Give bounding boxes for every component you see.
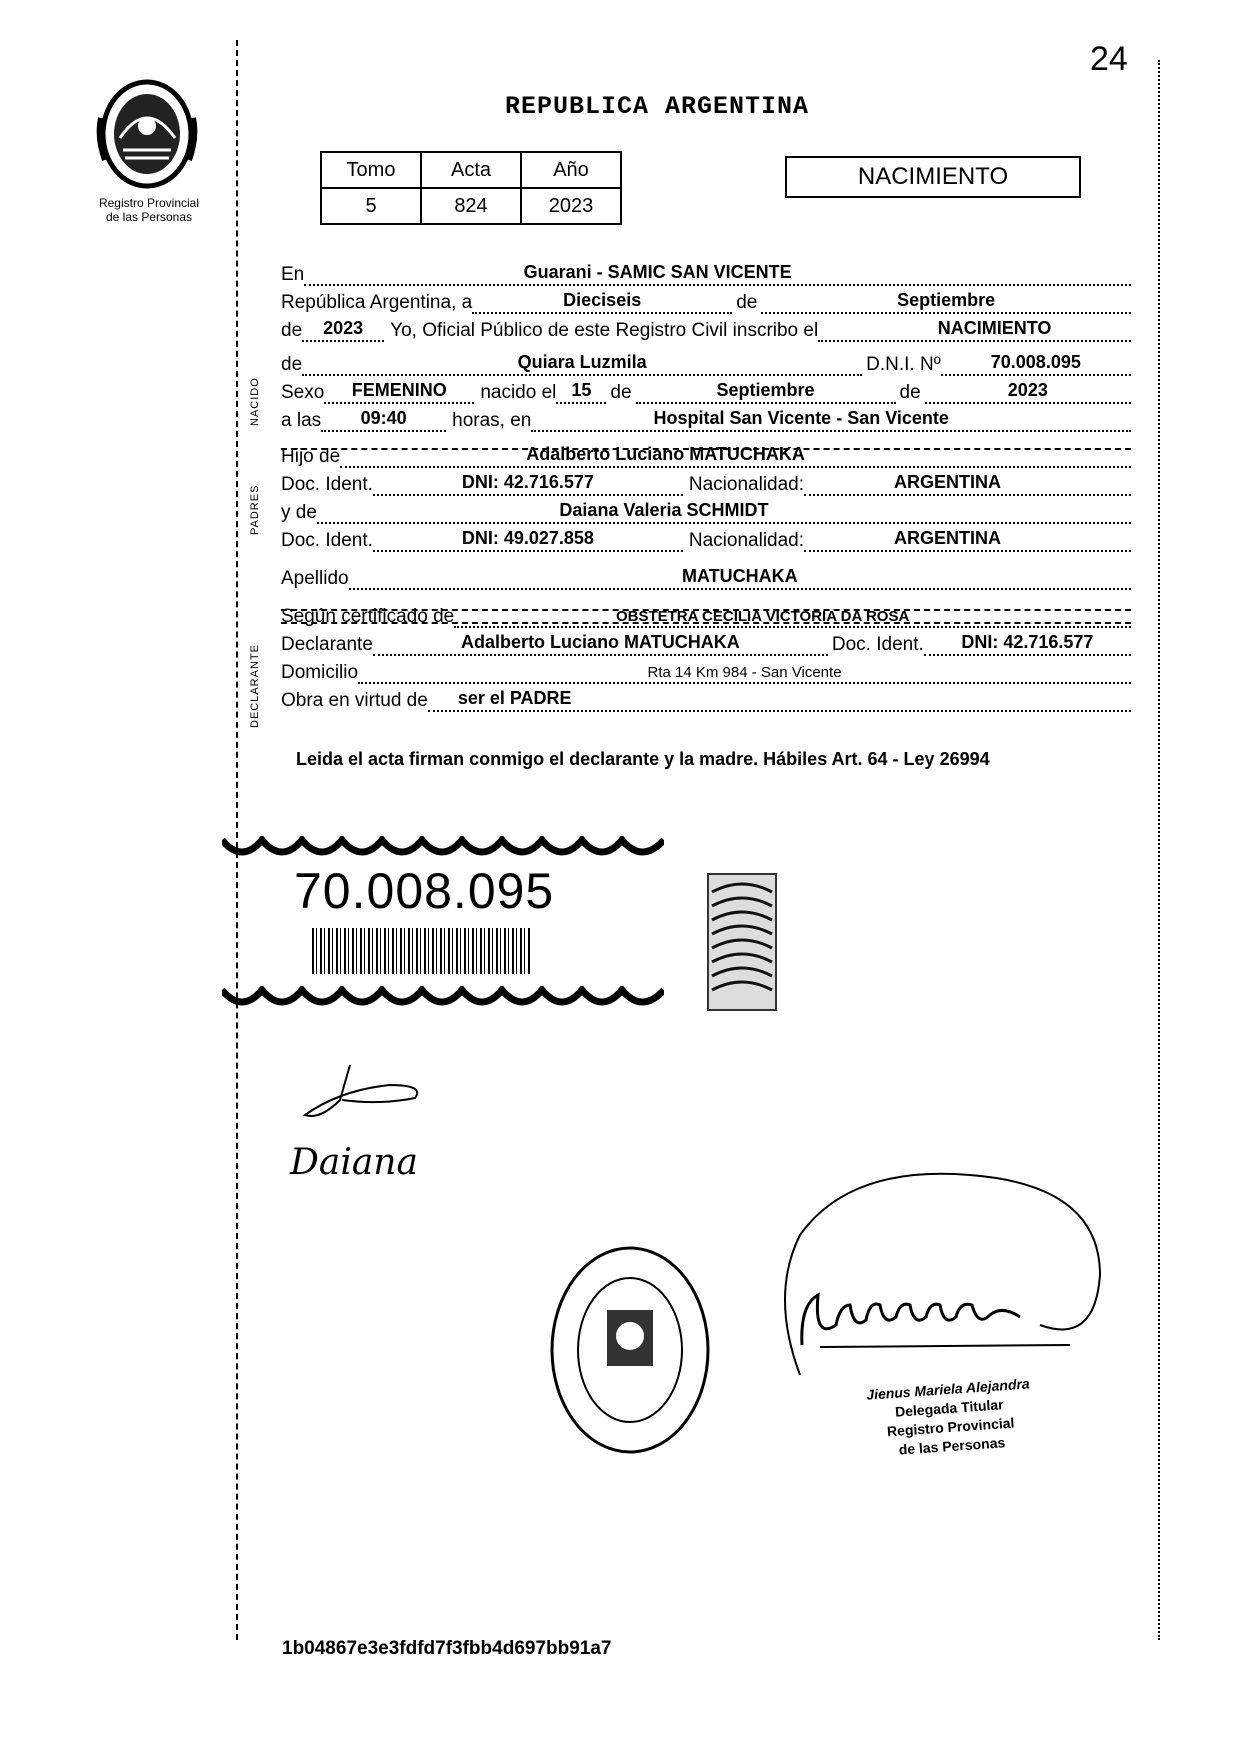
field-obra: ser el PADRE	[457, 688, 572, 708]
label-en: En	[281, 264, 305, 285]
field-lugar: Guarani - SAMIC SAN VICENTE	[523, 262, 792, 282]
province-logo	[95, 78, 200, 190]
record-type-box: NACIMIENTO	[785, 156, 1081, 198]
label-doc-ident-declarante: Doc. Ident.	[831, 634, 924, 655]
stamp-barcode	[312, 928, 532, 974]
label-segun: Según certificado de	[281, 606, 455, 627]
right-margin-line	[1158, 60, 1160, 1640]
label-de-mes: de	[736, 292, 758, 313]
label-hijo-de: Hijo de	[281, 446, 341, 467]
label-yo-oficial: Yo, Oficial Público de este Registro Civil inscribo el	[390, 320, 819, 341]
label-domicilio: Domicilio	[281, 662, 359, 683]
anio-value: 2023	[521, 188, 621, 224]
row-obra	[281, 684, 1131, 712]
field-declarante: Adalberto Luciano MATUCHAKA	[461, 632, 740, 652]
separator-apellido	[281, 609, 1131, 611]
page-number: 24	[1090, 40, 1128, 78]
field-sexo: FEMENINO	[351, 380, 447, 400]
label-apellido: Apellido	[281, 568, 349, 589]
document-title: REPUBLICA ARGENTINA	[505, 92, 810, 121]
row-sexo	[281, 376, 1131, 404]
registry-name-line2: de las Personas	[105, 210, 193, 224]
official-seal	[545, 1240, 715, 1465]
official-name: Jienus Mariela Alejandra	[865, 1375, 1031, 1403]
section-label-padres: PADRES	[249, 484, 261, 535]
label-obra: Obra en virtud de	[281, 690, 428, 711]
field-padre: Adalberto Luciano MATUCHAKA	[526, 444, 805, 464]
row-declarante	[281, 628, 1131, 656]
fingerprint	[706, 872, 778, 1017]
anio-header: Año	[521, 152, 621, 188]
field-hora: 09:40	[360, 408, 407, 428]
registry-name-line1: Registro Provincial	[98, 196, 200, 210]
label-declarante: Declarante	[281, 634, 373, 655]
tomo-header: Tomo	[321, 152, 421, 188]
row-madre-doc	[281, 524, 1131, 552]
label-nacido-el: nacido el	[480, 382, 557, 403]
row-domicilio	[281, 656, 1131, 684]
closing-note: Leida el acta firman conmigo el declarante y la madre. Hábiles Art. 64 - Ley 26994	[296, 749, 990, 769]
label-de-nombre: de	[281, 354, 303, 375]
field-anio-nacimiento: 2023	[1007, 380, 1048, 400]
registry-name	[64, 196, 234, 224]
field-padre-nacionalidad: ARGENTINA	[894, 472, 1002, 492]
official-org1: Registro Provincial	[886, 1414, 1015, 1440]
field-anio-inscripcion: 2023	[323, 318, 364, 338]
label-dni: D.N.I. Nº	[866, 354, 941, 375]
acta-value: 824	[421, 188, 521, 224]
row-hora	[281, 404, 1131, 432]
field-dia-nacimiento: 15	[571, 380, 592, 400]
row-fecha-inscripcion	[281, 286, 1131, 314]
stamp-bottom-pattern	[222, 986, 664, 1014]
record-table	[320, 151, 622, 225]
field-nombre: Quiara Luzmila	[517, 352, 647, 372]
field-mes-nacimiento: Septiembre	[716, 380, 815, 400]
declarant-signature	[300, 1060, 430, 1135]
row-padre	[281, 440, 1131, 468]
tomo-value: 5	[321, 188, 421, 224]
field-madre-doc: DNI: 49.027.858	[461, 528, 594, 548]
field-tipo-inscripcion: NACIMIENTO	[937, 318, 1052, 338]
label-de-anio-nac: de	[899, 382, 921, 403]
field-madre: Daiana Valeria SCHMIDT	[559, 500, 769, 520]
field-apellido: MATUCHAKA	[681, 566, 798, 586]
label-horas-en: horas, en	[452, 410, 532, 431]
field-dia-inscripcion: Dieciseis	[563, 290, 642, 310]
document-hash: 1b04867e3e3fdfd7f3fbb4d697bb91a7	[282, 1638, 612, 1659]
section-label-declarante: DECLARANTE	[249, 644, 261, 728]
label-nacionalidad-madre: Nacionalidad:	[688, 530, 805, 551]
row-lugar	[281, 258, 1131, 286]
field-madre-nacionalidad: ARGENTINA	[894, 528, 1002, 548]
label-a-las: a las	[281, 410, 322, 431]
mother-signature: Daiana	[290, 1142, 418, 1183]
separator-declarante	[281, 622, 1131, 624]
separator-nacido	[281, 448, 1131, 450]
official-org2: de las Personas	[898, 1434, 1006, 1458]
stamp-dni-number: 70.008.095	[294, 863, 555, 919]
label-nacionalidad-padre: Nacionalidad:	[688, 474, 805, 495]
form-body	[281, 258, 1131, 712]
label-doc-ident-padre: Doc. Ident.	[281, 474, 373, 495]
label-de-anio: de	[281, 320, 303, 341]
row-nombre	[281, 348, 1131, 376]
field-certificado: OBSTETRA CECILIA VICTORIA DA ROSA	[615, 608, 910, 625]
field-mes-inscripcion: Septiembre	[897, 290, 996, 310]
label-sexo: Sexo	[281, 382, 325, 403]
row-padre-doc	[281, 468, 1131, 496]
row-apellido	[281, 562, 1131, 590]
stamp-top-pattern	[222, 836, 664, 864]
label-doc-ident-madre: Doc. Ident.	[281, 530, 373, 551]
field-padre-doc: DNI: 42.716.577	[461, 472, 594, 492]
row-madre	[281, 496, 1131, 524]
label-republica: República Argentina, a	[281, 292, 473, 313]
acta-header: Acta	[421, 152, 521, 188]
official-role: Delegada Titular	[894, 1396, 1005, 1420]
dni-stamp	[222, 836, 664, 1016]
field-lugar-nacimiento: Hospital San Vicente - San Vicente	[653, 408, 949, 428]
label-de-mes-nac: de	[610, 382, 632, 403]
field-declarante-doc: DNI: 42.716.577	[961, 632, 1094, 652]
field-domicilio: Rta 14 Km 984 - San Vicente	[647, 664, 842, 681]
row-anio-inscripcion	[281, 314, 1131, 342]
field-dni: 70.008.095	[990, 352, 1081, 372]
label-y-de: y de	[281, 502, 317, 523]
section-label-nacido: NACIDO	[249, 377, 261, 426]
